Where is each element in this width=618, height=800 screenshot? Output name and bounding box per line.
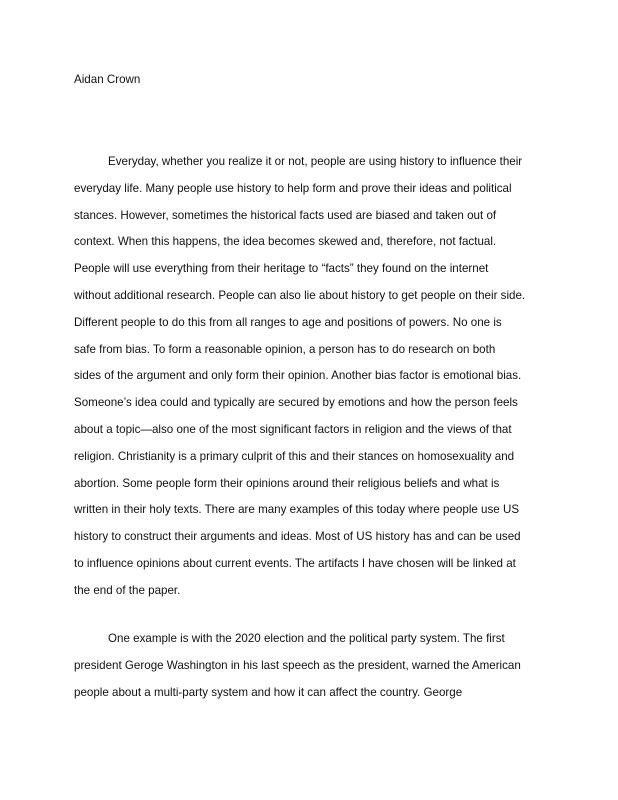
text-line: Someone’s idea could and typically are secured by emotions and how the person feels bbox=[74, 396, 518, 410]
text-line: Everyday, whether you realize it or not, people are using history to influence their bbox=[108, 155, 523, 168]
text-line: abortion. Some people form their opinions around their religious beliefs and what is bbox=[74, 476, 500, 490]
text-line: people about a multi-party system and how it can affect the country. George bbox=[74, 685, 463, 699]
body-paragraph bbox=[74, 154, 554, 610]
text-line: People will use everything from their heritage to “facts” they found on the internet bbox=[74, 262, 489, 276]
body-paragraph bbox=[74, 631, 554, 711]
author-name: Aidan Crown bbox=[74, 73, 141, 86]
text-line: history to construct their arguments and ideas. Most of US history has and can be used bbox=[74, 530, 521, 544]
text-line: stances. However, sometimes the historical facts used are biased and taken out of bbox=[74, 208, 497, 222]
text-line: Different people to do this from all ranges to age and positions of powers. No one is bbox=[74, 315, 502, 329]
text-line: sides of the argument and only form their opinion. Another bias factor is emotional bias. bbox=[74, 369, 522, 383]
text-line: the end of the paper. bbox=[74, 583, 181, 597]
text-line: safe from bias. To form a reasonable opinion, a person has to do research on both bbox=[74, 342, 496, 356]
text-line: religion. Christianity is a primary culprit of this and their stances on homosexuality and bbox=[74, 449, 515, 463]
text-line: to influence opinions about current events. The artifacts I have chosen will be linked at bbox=[74, 556, 516, 570]
text-line: context. When this happens, the idea becomes skewed and, therefore, not factual. bbox=[74, 235, 497, 249]
text-line: about a topic—also one of the most significant factors in religion and the views of that bbox=[74, 422, 512, 436]
text-line: without additional research. People can also lie about history to get people on their side. bbox=[74, 288, 526, 302]
text-line: One example is with the 2020 election and the political party system. The first bbox=[108, 632, 505, 645]
text-line: written in their holy texts. There are many examples of this today where people use US bbox=[74, 503, 520, 517]
text-line: everyday life. Many people use history to help form and prove their ideas and political bbox=[74, 181, 512, 195]
text-line: president Geroge Washington in his last speech as the president, warned the American bbox=[74, 658, 521, 672]
